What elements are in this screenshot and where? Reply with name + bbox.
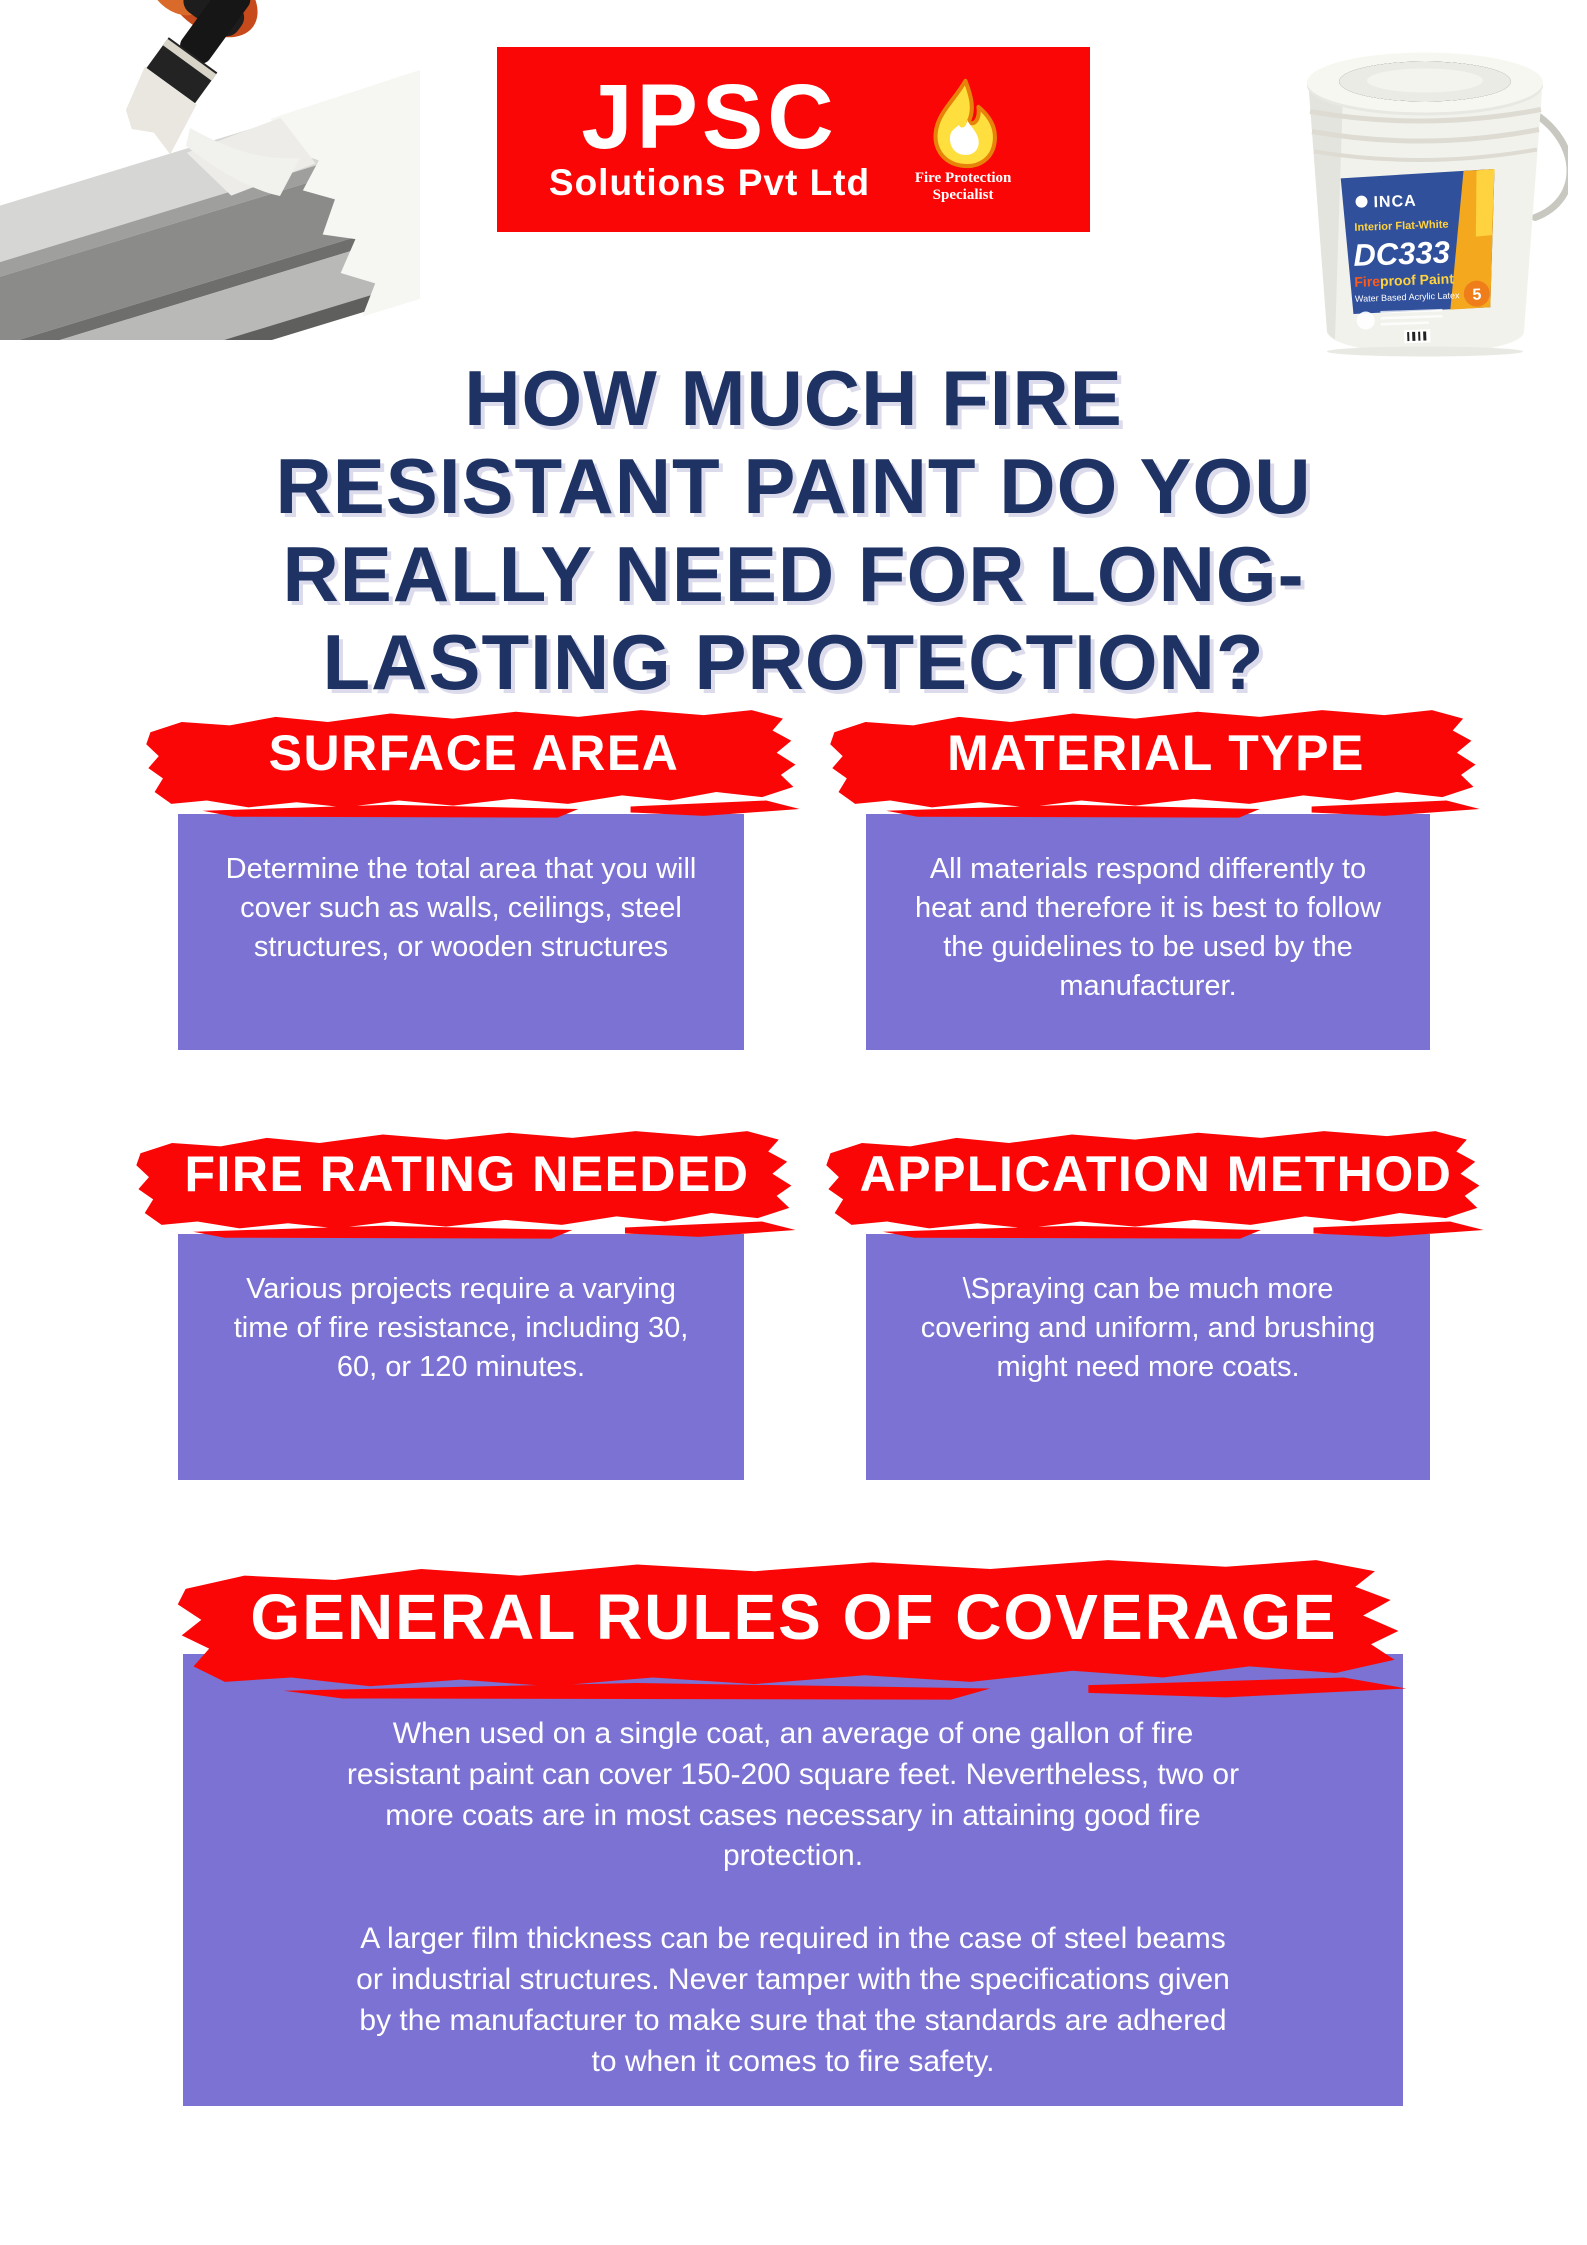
section-title: FIRE RATING NEEDED: [184, 1146, 750, 1202]
logo-company-name: JPSC: [581, 66, 838, 169]
jpsc-logo: [497, 47, 1090, 232]
bucket-line1: Interior Flat-White: [1354, 218, 1449, 234]
section-header-material-type: [824, 693, 1488, 821]
bucket-fireproof-paint: Fireproof Paint: [1354, 270, 1455, 290]
section-body-material-type: All materials respond differently to heat and therefore it is best to follow the guidelines to be used by the manufacturer.: [866, 814, 1430, 1050]
section-header-surface-area: [140, 693, 808, 821]
page-title-line-3: REALLY NEED FOR LONG-: [282, 530, 1305, 619]
coverage-paragraph-2: A larger film thickness can be required in the case of steel beams or industrial structures. Never tamper with the specifications given by the manufacturer to make sure that the standards are adhered to when it comes to fire safety.: [356, 1922, 1230, 2078]
page-title-line-2: RESISTANT PAINT DO YOU: [275, 442, 1312, 531]
flame-icon: [915, 76, 1011, 172]
paint-bucket-graphic: [1283, 36, 1568, 361]
section-title: GENERAL RULES OF COVERAGE: [250, 1581, 1338, 1653]
section-header-general-rules: [166, 1538, 1422, 1704]
paint-bucket-image: [1283, 36, 1568, 361]
section-header-application-method: [820, 1114, 1492, 1242]
bucket-line3: Water Based Acrylic Latex: [1354, 290, 1460, 304]
section-title: APPLICATION METHOD: [859, 1146, 1453, 1202]
bucket-code: DC333: [1352, 234, 1451, 273]
logo-flame-block: [888, 76, 1038, 203]
page-title: [144, 354, 1444, 706]
beam-photo-graphic: [0, 0, 420, 340]
section-title: MATERIAL TYPE: [947, 725, 1365, 781]
logo-company-subtitle: Solutions Pvt Ltd: [548, 161, 871, 203]
page-title-line-1: HOW MUCH FIRE: [464, 354, 1123, 443]
section-body-application-method: \Spraying can be much more covering and uniform, and brushing might need more coats.: [866, 1234, 1430, 1480]
section-body-surface-area: Determine the total area that you will cover such as walls, ceilings, steel structures, or wooden structures: [178, 814, 744, 1050]
logo-badge-text: Fire Protection Specialist: [914, 170, 1012, 203]
page-title-line-4: LASTING PROTECTION?: [322, 618, 1265, 707]
svg-text:5: 5: [1472, 286, 1482, 304]
logo-text: [548, 66, 871, 204]
section-title: SURFACE AREA: [268, 725, 680, 781]
bucket-brand: INCA: [1373, 192, 1417, 212]
section-header-fire-rating: [130, 1114, 804, 1242]
section-body-general-rules: [183, 1654, 1403, 2106]
section-body-fire-rating: Various projects require a varying time of fire resistance, including 30, 60, or 120 minutes.: [178, 1234, 744, 1480]
beam-painting-photo: [0, 0, 420, 340]
coverage-paragraph-1: When used on a single coat, an average of one gallon of fire resistant paint can cover 150-200 square feet. Nevertheless, two or more coats are in most cases necessary in attaining good fire protection.: [346, 1717, 1240, 1873]
